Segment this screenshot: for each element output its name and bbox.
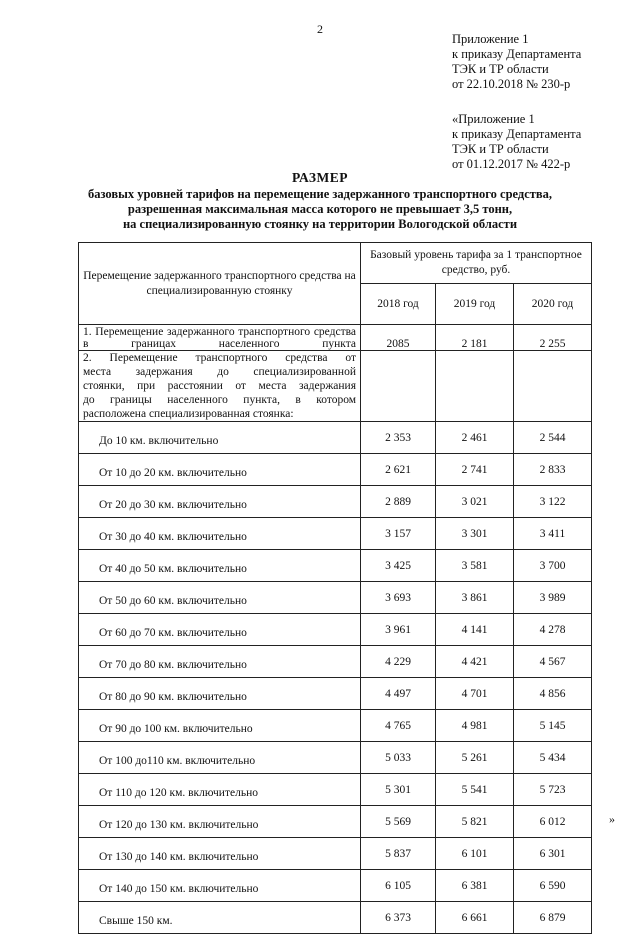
table-row (79, 486, 592, 518)
header-year: 2018 год (361, 284, 436, 325)
header-base-tariff: Базовый уровень тарифа за 1 транспортное средство, руб. (361, 243, 592, 284)
tariff-value: 4 765 (361, 710, 436, 742)
table-row (79, 838, 592, 870)
tariff-value: 2 544 (514, 422, 592, 454)
header-movement: Перемещение задержанного транспортного средства на специализированную стоянку (79, 243, 361, 325)
distance-label: От 90 до 100 км. включительно (79, 710, 361, 742)
row-value: 2 255 (514, 325, 592, 351)
tariff-value: 4 701 (436, 678, 514, 710)
appendix-line: ТЭК и ТР области (452, 62, 549, 76)
tariff-value: 4 497 (361, 678, 436, 710)
distance-label: От 50 до 60 км. включительно (79, 582, 361, 614)
tariff-value: 4 141 (436, 614, 514, 646)
tariff-value: 3 693 (361, 582, 436, 614)
document-title: РАЗМЕР (291, 170, 349, 185)
tariff-value: 3 989 (514, 582, 592, 614)
tariff-value: 3 581 (436, 550, 514, 582)
tariff-value: 3 425 (361, 550, 436, 582)
tariff-value: 5 033 (361, 742, 436, 774)
distance-label: От 120 до 130 км. включительно (79, 806, 361, 838)
appendix-line: к приказу Департамента (452, 127, 582, 141)
document-subtitle (0, 187, 640, 232)
row-value: 2 181 (436, 325, 514, 351)
page-number: 2 (317, 22, 323, 36)
tariff-value: 3 961 (361, 614, 436, 646)
tariff-value: 6 661 (436, 902, 514, 934)
table-row (79, 870, 592, 902)
tariff-value: 4 981 (436, 710, 514, 742)
appendix-line: к приказу Департамента (452, 47, 582, 61)
table-row (79, 454, 592, 486)
tariff-value: 5 145 (514, 710, 592, 742)
distance-label: От 70 до 80 км. включительно (79, 646, 361, 678)
table-row-section-2 (79, 351, 592, 422)
row-value: 2085 (361, 325, 436, 351)
distance-label: От 80 до 90 км. включительно (79, 678, 361, 710)
table-row (79, 678, 592, 710)
subtitle-line: на специализированную стоянку на территории Вологодской области (122, 217, 518, 231)
subtitle-line: базовых уровней тарифов на перемещение задержанного транспортного средства, (87, 187, 553, 201)
tariff-value: 4 421 (436, 646, 514, 678)
distance-label: От 140 до 150 км. включительно (79, 870, 361, 902)
appendix-line: от 01.12.2017 № 422-р (452, 157, 571, 171)
tariff-value: 3 411 (514, 518, 592, 550)
appendix-line: от 22.10.2018 № 230-р (452, 77, 571, 91)
tariff-value: 6 012 (514, 806, 592, 838)
tariff-value: 4 567 (514, 646, 592, 678)
tariff-value: 3 021 (436, 486, 514, 518)
tariff-value: 6 105 (361, 870, 436, 902)
distance-label: От 60 до 70 км. включительно (79, 614, 361, 646)
row-label-line: места задержания до специализированной (83, 366, 356, 378)
distance-label: От 40 до 50 км. включительно (79, 550, 361, 582)
tariff-value: 2 353 (361, 422, 436, 454)
distance-label: От 100 до110 км. включительно (79, 742, 361, 774)
table-row (79, 902, 592, 934)
appendix-line: Приложение 1 (452, 32, 529, 46)
appendix-line: ТЭК и ТР области (452, 142, 549, 156)
row-label-line: стоянки, при расстоянии от места задержания (83, 380, 356, 392)
distance-label: До 10 км. включительно (79, 422, 361, 454)
table-row (79, 806, 592, 838)
tariff-value: 3 157 (361, 518, 436, 550)
tariff-value: 5 261 (436, 742, 514, 774)
empty-cell (361, 351, 436, 422)
table-row (79, 774, 592, 806)
tariff-value: 2 889 (361, 486, 436, 518)
tariff-value: 3 301 (436, 518, 514, 550)
distance-label: Свыше 150 км. (79, 902, 361, 934)
subtitle-line: разрешенная максимальная масса которого не превышает 3,5 тонн, (127, 202, 513, 216)
tariff-value: 2 621 (361, 454, 436, 486)
row-label (79, 351, 361, 422)
table-row (79, 710, 592, 742)
tariff-value: 5 541 (436, 774, 514, 806)
row-label-line: расположена специализированная стоянка: (83, 408, 294, 420)
distance-label: От 20 до 30 км. включительно (79, 486, 361, 518)
tariff-value: 6 373 (361, 902, 436, 934)
tariff-value: 2 741 (436, 454, 514, 486)
tariff-value: 3 861 (436, 582, 514, 614)
row-label-line: 2. Перемещение транспортного средства от (83, 352, 356, 364)
table-row (79, 614, 592, 646)
empty-cell (514, 351, 592, 422)
table-header-row (79, 243, 592, 284)
header-year: 2019 год (436, 284, 514, 325)
distance-label: От 30 до 40 км. включительно (79, 518, 361, 550)
row-label-line: до границы населенного пункта, в котором (83, 394, 356, 406)
tariff-value: 5 569 (361, 806, 436, 838)
tariff-value: 5 434 (514, 742, 592, 774)
distance-label: От 10 до 20 км. включительно (79, 454, 361, 486)
tariff-value: 3 122 (514, 486, 592, 518)
tariff-value: 6 381 (436, 870, 514, 902)
tariff-value: 3 700 (514, 550, 592, 582)
table-row (79, 582, 592, 614)
tariff-value: 4 856 (514, 678, 592, 710)
closing-quote: » (609, 812, 615, 826)
table-row (79, 422, 592, 454)
tariff-value: 5 723 (514, 774, 592, 806)
tariff-value: 5 821 (436, 806, 514, 838)
tariff-table (78, 242, 592, 934)
appendix-reference-current (452, 32, 581, 92)
tariff-value: 6 301 (514, 838, 592, 870)
table-row (79, 325, 592, 351)
tariff-value: 6 879 (514, 902, 592, 934)
tariff-value: 5 837 (361, 838, 436, 870)
table-row (79, 646, 592, 678)
tariff-value: 6 101 (436, 838, 514, 870)
row-label: 1. Перемещение задержанного транспортного средства в границах населенного пункта (79, 325, 361, 351)
tariff-value: 2 461 (436, 422, 514, 454)
header-year: 2020 год (514, 284, 592, 325)
table-row (79, 550, 592, 582)
table-row (79, 742, 592, 774)
tariff-value: 2 833 (514, 454, 592, 486)
appendix-line: «Приложение 1 (452, 112, 535, 126)
empty-cell (436, 351, 514, 422)
tariff-value: 5 301 (361, 774, 436, 806)
distance-label: От 110 до 120 км. включительно (79, 774, 361, 806)
tariff-value: 4 278 (514, 614, 592, 646)
table-row (79, 518, 592, 550)
distance-label: От 130 до 140 км. включительно (79, 838, 361, 870)
appendix-reference-previous (452, 112, 581, 172)
tariff-value: 4 229 (361, 646, 436, 678)
tariff-value: 6 590 (514, 870, 592, 902)
